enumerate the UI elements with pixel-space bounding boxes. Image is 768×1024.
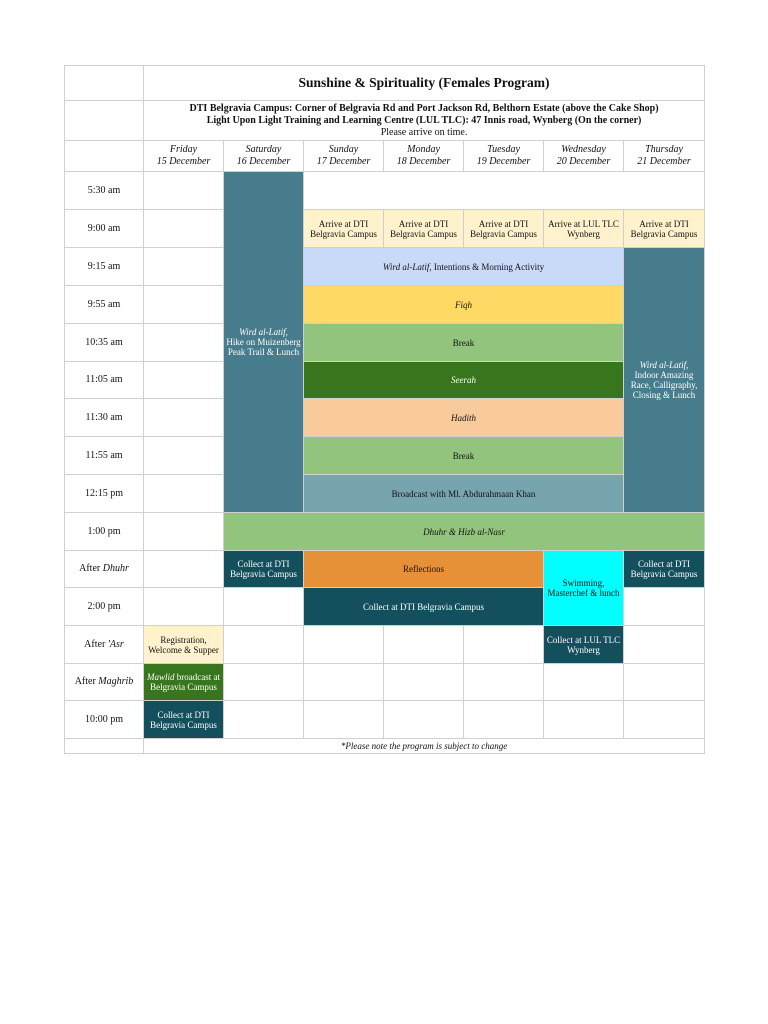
event-collect-saturday: Collect at DTI Belgravia Campus <box>224 551 304 588</box>
day-header-saturday: Saturday 16 December <box>224 141 304 172</box>
empty-slot <box>144 362 224 399</box>
page-title: Sunshine & Spirituality (Females Program) <box>144 66 705 101</box>
event-collect-friday: Collect at DTI Belgravia Campus <box>144 701 224 739</box>
event-saturday-hike: Wird al-Latif, Hike on Muizenberg Peak Trail & Lunch <box>224 172 304 513</box>
empty-slot <box>624 701 705 739</box>
empty-slot <box>384 626 464 664</box>
event-collect-thursday: Collect at DTI Belgravia Campus <box>624 551 705 588</box>
empty-slot <box>144 437 224 475</box>
empty-slot <box>144 399 224 437</box>
event-swimming: Swimming, Masterchef & lunch <box>544 551 624 626</box>
time-label-after-dhuhr: After Dhuhr <box>65 551 144 588</box>
venue-line-dti: DTI Belgravia Campus: Corner of Belgravia Rd and Port Jackson Rd, Belthorn Estate (above the Cake Shop) <box>189 102 659 114</box>
day-header-tuesday: Tuesday 19 December <box>464 141 544 172</box>
event-arrive-tuesday: Arrive at DTI Belgravia Campus <box>464 210 544 248</box>
event-arrive-wednesday: Arrive at LUL TLC Wynberg <box>544 210 624 248</box>
event-wird-morning: Wird al-Latif, Intentions & Morning Activity <box>304 248 624 286</box>
event-collect-lul: Collect at LUL TLC Wynberg <box>544 626 624 664</box>
empty-slot <box>144 172 224 210</box>
empty-slot <box>384 664 464 701</box>
day-header-sunday: Sunday 17 December <box>304 141 384 172</box>
venue-info <box>144 101 705 141</box>
arrival-note: Please arrive on time. <box>380 126 468 138</box>
empty-slot <box>464 701 544 739</box>
empty-slot <box>464 626 544 664</box>
event-broadcast: Broadcast with Ml. Abdurahmaan Khan <box>304 475 624 513</box>
event-collect-dti: Collect at DTI Belgravia Campus <box>304 588 544 626</box>
empty-slot <box>224 701 304 739</box>
empty-slot <box>464 664 544 701</box>
time-label: 11:55 am <box>65 437 144 475</box>
event-arrive-thursday: Arrive at DTI Belgravia Campus <box>624 210 705 248</box>
event-arrive-monday: Arrive at DTI Belgravia Campus <box>384 210 464 248</box>
empty-slot <box>624 626 705 664</box>
empty-slot <box>144 551 224 588</box>
empty-slot <box>144 210 224 248</box>
event-hadith: Hadith <box>304 399 624 437</box>
empty-slot <box>544 701 624 739</box>
empty-slot <box>144 324 224 362</box>
empty-slot <box>144 588 224 626</box>
empty-slot <box>624 664 705 701</box>
time-label: 2:00 pm <box>65 588 144 626</box>
empty-slot <box>144 475 224 513</box>
empty-slot <box>144 513 224 551</box>
event-reflections: Reflections <box>304 551 544 588</box>
day-header-friday: Friday 15 December <box>144 141 224 172</box>
empty-slot <box>304 172 705 210</box>
event-mawlid: Mawlid broadcast at Belgravia Campus <box>144 664 224 701</box>
time-label: 11:05 am <box>65 362 144 399</box>
corner-cell <box>65 66 144 101</box>
time-label: 10:00 pm <box>65 701 144 739</box>
empty-slot <box>224 626 304 664</box>
time-label: 5:30 am <box>65 172 144 210</box>
time-label-after-maghrib: After Maghrib <box>65 664 144 701</box>
day-header-monday: Monday 18 December <box>384 141 464 172</box>
time-label-after-asr: After 'Asr <box>65 626 144 664</box>
empty-slot <box>224 664 304 701</box>
event-dhuhr: Dhuhr & Hizb al-Nasr <box>224 513 705 551</box>
day-header-wednesday: Wednesday 20 December <box>544 141 624 172</box>
event-registration: Registration, Welcome & Supper <box>144 626 224 664</box>
event-thursday-activities: Wird al-Latif, Indoor Amazing Race, Calligraphy, Closing & Lunch <box>624 248 705 513</box>
empty-slot <box>224 588 304 626</box>
footer-note: *Please note the program is subject to change <box>144 739 705 754</box>
time-label: 11:30 am <box>65 399 144 437</box>
empty-slot <box>304 701 384 739</box>
event-arrive-sunday: Arrive at DTI Belgravia Campus <box>304 210 384 248</box>
empty-slot <box>144 286 224 324</box>
corner-cell <box>65 141 144 172</box>
event-seerah: Seerah <box>304 362 624 399</box>
time-label: 9:55 am <box>65 286 144 324</box>
corner-cell <box>65 739 144 754</box>
day-header-thursday: Thursday 21 December <box>624 141 705 172</box>
time-label: 9:00 am <box>65 210 144 248</box>
event-break-2: Break <box>304 437 624 475</box>
empty-slot <box>384 701 464 739</box>
time-label: 12:15 pm <box>65 475 144 513</box>
event-break-1: Break <box>304 324 624 362</box>
time-label: 10:35 am <box>65 324 144 362</box>
venue-line-lul: Light Upon Light Training and Learning Centre (LUL TLC): 47 Innis road, Wynberg (On the corner) <box>206 114 642 126</box>
empty-slot <box>144 248 224 286</box>
empty-slot <box>624 588 705 626</box>
event-fiqh: Fiqh <box>304 286 624 324</box>
corner-cell <box>65 101 144 141</box>
time-label: 9:15 am <box>65 248 144 286</box>
program-schedule-table <box>64 65 705 754</box>
empty-slot <box>304 664 384 701</box>
empty-slot <box>304 626 384 664</box>
time-label: 1:00 pm <box>65 513 144 551</box>
empty-slot <box>544 664 624 701</box>
